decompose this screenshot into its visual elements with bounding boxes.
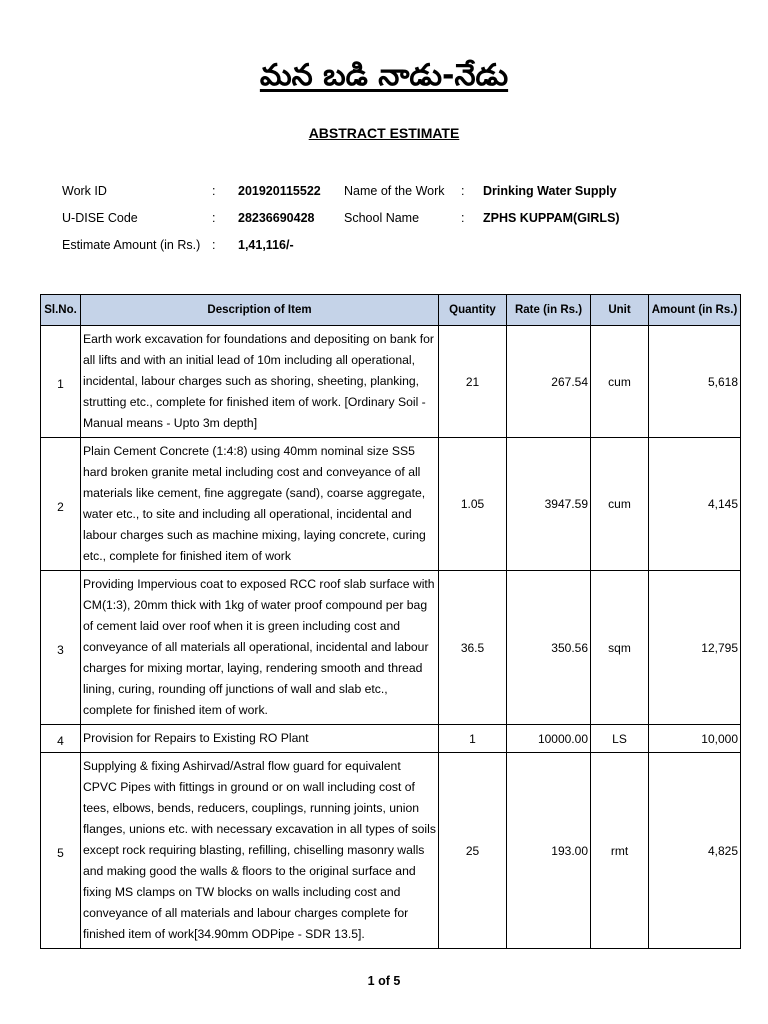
row-rate: 10000.00	[507, 725, 591, 753]
row-amount: 12,795	[649, 571, 741, 725]
row-amount: 4,825	[649, 753, 741, 949]
row-description: Provision for Repairs to Existing RO Plant	[81, 725, 439, 753]
document-subtitle: ABSTRACT ESTIMATE	[308, 125, 460, 141]
row-amount: 10,000	[649, 725, 741, 753]
document-title: మన బడి నాడు-నేడు	[259, 58, 509, 93]
row-slno: 5	[41, 753, 81, 949]
column-header-quantity: Quantity	[439, 295, 507, 326]
work-id-separator: :	[212, 184, 216, 198]
row-description: Supplying & fixing Ashirvad/Astral flow guard for equivalent CPVC Pipes with fittings in ground or on wall including cost of tees, elbows, bends, reducers, couplings, running joints, union flanges, unions etc. with necessary excavation in all types of soils except rock requiring blasting, refilling, chiselling masonry walls and making good the walls & floors to the original surface and fixing MS clamps on TW blocks on walls including cost and conveyance of all materials and labour charges complete for finished item of work[34.90mm ODPipe - SDR 13.5].	[81, 753, 439, 949]
work-id-value: 201920115522	[238, 184, 321, 198]
table-row	[41, 438, 741, 571]
column-header-description: Description of Item	[81, 295, 439, 326]
estimate-table	[40, 294, 741, 949]
table-header-row	[41, 295, 741, 326]
row-amount: 5,618	[649, 326, 741, 438]
row-quantity: 25	[439, 753, 507, 949]
row-quantity: 1	[439, 725, 507, 753]
row-amount: 4,145	[649, 438, 741, 571]
table-row	[41, 753, 741, 949]
work-name-label: Name of the Work	[344, 184, 445, 198]
school-name-label: School Name	[344, 211, 420, 225]
estimate-amount-value: 1,41,116/-	[238, 238, 294, 252]
row-slno: 3	[41, 571, 81, 725]
table-row	[41, 725, 741, 753]
column-header-amount: Amount (in Rs.)	[649, 295, 741, 326]
row-unit: cum	[591, 326, 649, 438]
row-description: Providing Impervious coat to exposed RCC roof slab surface with CM(1:3), 20mm thick with 1kg of water proof compound per bag of cement laid over roof when it is green including cost and conveyance of all materials all operational, incidental and labour charges for mixing mortar, laying, rendering smooth and thread lining, curing, rounding off junctions of wall and slab etc., complete for finished item of work.	[81, 571, 439, 725]
row-quantity: 21	[439, 326, 507, 438]
row-unit: cum	[591, 438, 649, 571]
table-row	[41, 571, 741, 725]
row-rate: 193.00	[507, 753, 591, 949]
row-description: Plain Cement Concrete (1:4:8) using 40mm nominal size SS5 hard broken granite metal including cost and conveyance of all materials like cement, fine aggregate (sand), coarse aggregate, water etc., to site and including all operational, incidental and labour charges such as machine mixing, laying concrete, curing etc., complete for finished item of work	[81, 438, 439, 571]
row-quantity: 36.5	[439, 571, 507, 725]
row-slno: 4	[41, 725, 81, 753]
column-header-slno: Sl.No.	[41, 295, 81, 326]
row-slno: 2	[41, 438, 81, 571]
column-header-rate: Rate (in Rs.)	[507, 295, 591, 326]
row-rate: 350.56	[507, 571, 591, 725]
column-header-unit: Unit	[591, 295, 649, 326]
work-id-label: Work ID	[62, 184, 107, 198]
row-rate: 267.54	[507, 326, 591, 438]
udise-label: U-DISE Code	[62, 211, 138, 225]
row-quantity: 1.05	[439, 438, 507, 571]
udise-value: 28236690428	[238, 211, 315, 225]
school-name-value: ZPHS KUPPAM(GIRLS)	[483, 211, 620, 225]
estimate-amount-separator: :	[212, 238, 216, 252]
row-unit: sqm	[591, 571, 649, 725]
row-slno: 1	[41, 326, 81, 438]
school-name-separator: :	[461, 211, 465, 225]
page-indicator: 1 of 5	[367, 974, 401, 988]
udise-separator: :	[212, 211, 216, 225]
estimate-amount-label: Estimate Amount (in Rs.)	[62, 238, 201, 252]
row-description: Earth work excavation for foundations and depositing on bank for all lifts and with an initial lead of 10m including all operational, incidental, labour charges such as shoring, sheeting, planking, strutting etc., complete for finished item of work. [Ordinary Soil - Manual means - Upto 3m depth]	[81, 326, 439, 438]
row-rate: 3947.59	[507, 438, 591, 571]
work-name-value: Drinking Water Supply	[483, 184, 617, 198]
row-unit: LS	[591, 725, 649, 753]
row-unit: rmt	[591, 753, 649, 949]
work-name-separator: :	[461, 184, 465, 198]
table-row	[41, 326, 741, 438]
